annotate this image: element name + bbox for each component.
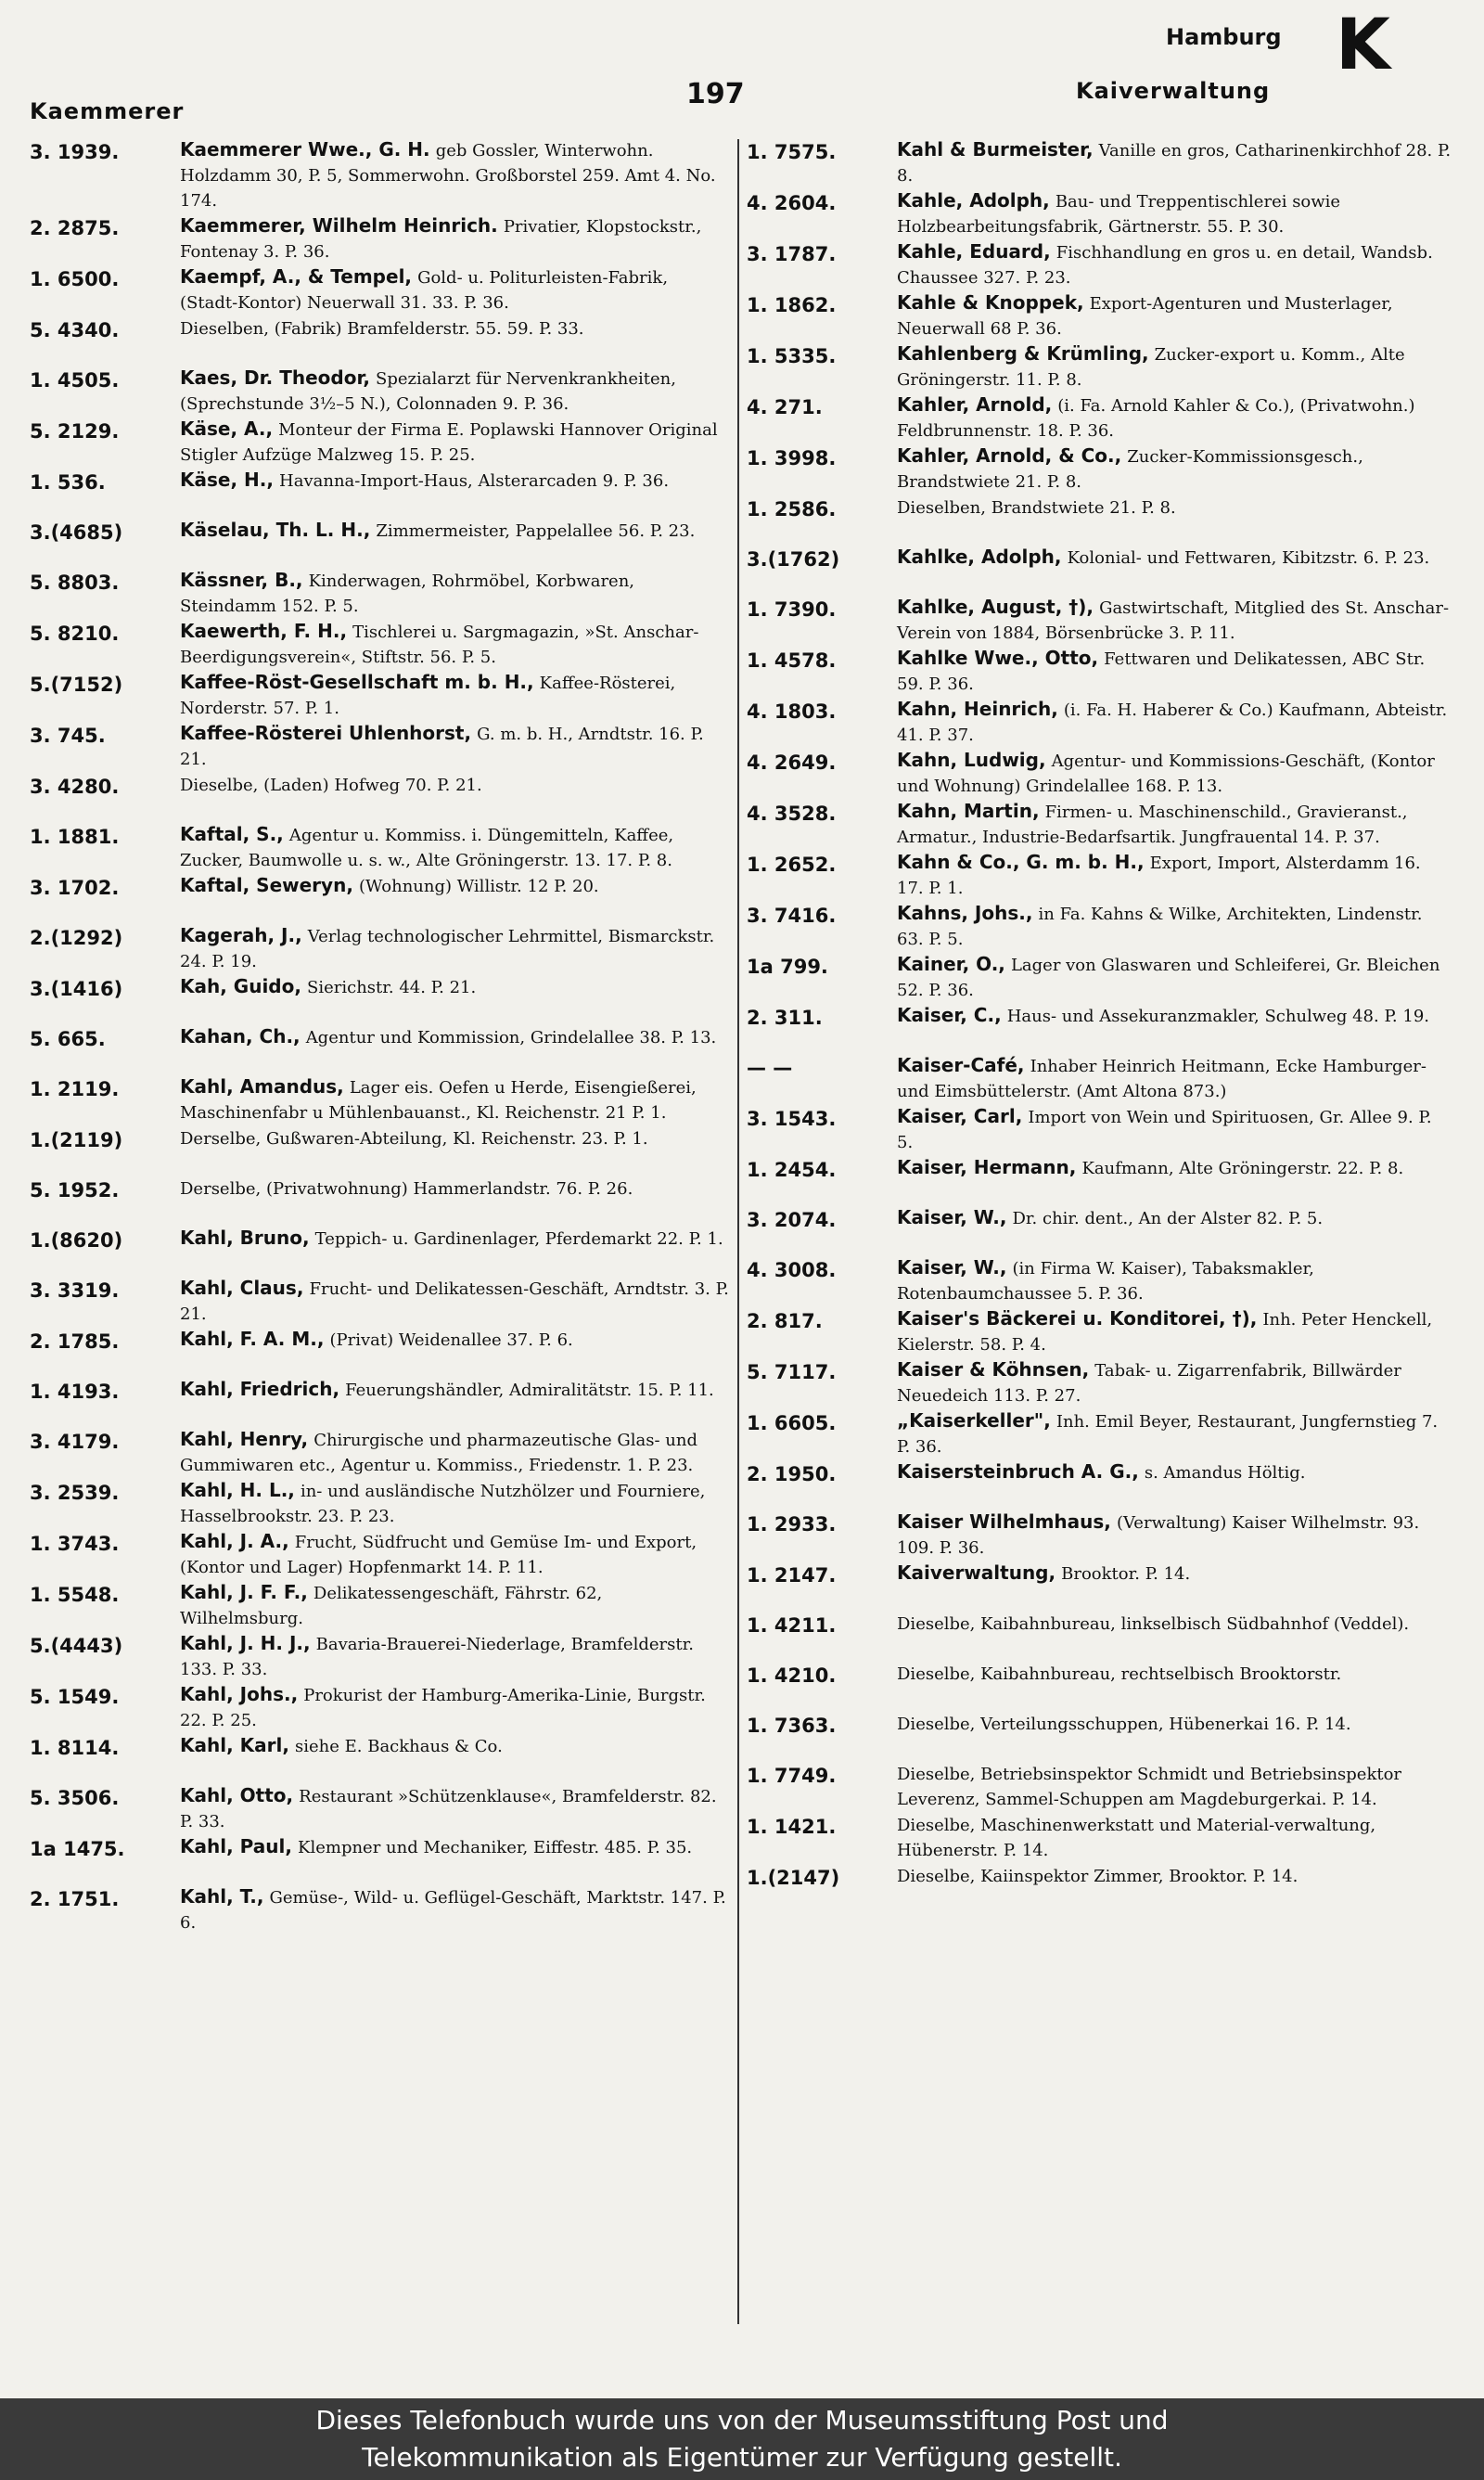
directory-entry [747,392,1452,443]
subscriber-name: Kahler, Arnold, & Co., [897,444,1122,467]
entry-description: Brooktor. P. 14. [1061,1564,1191,1584]
entry-description: Dieselbe, Kaibahnbureau, linkselbisch Südbahnhof (Veddel). [897,1614,1410,1634]
phone-number: 1.(2119) [30,1129,123,1151]
phone-number: 1. 1862. [747,294,837,316]
directory-entry [30,315,730,366]
entry-description: Chirurgische und pharmazeutische Glas- und Gummiwaren etc., Agentur u. Kommiss., Friedenstr. 1. P. 23. [180,1431,697,1475]
directory-entry [30,974,730,1024]
entry-description: (Wohnung) Willistr. 12 P. 20. [358,877,599,896]
entry-description: Vanille en gros, Catharinenkirchhof 28. P. 8. [897,141,1452,186]
phone-number: 1a 1475. [30,1838,125,1860]
directory-entry [30,1074,730,1125]
directory-entry [747,1812,1452,1863]
phone-number: 2. 1785. [30,1330,120,1353]
phone-number: 1. 7390. [747,598,837,621]
subscriber-name: Kahn, Ludwig, [897,749,1046,771]
directory-entry [30,1478,730,1529]
subscriber-name: Käselau, Th. L. H., [180,519,371,541]
directory-entry [30,518,730,568]
phone-number: 3. 2539. [30,1482,120,1504]
entry-description: Fettwaren und Delikatessen, ABC Str. 59. P. 36. [897,649,1426,694]
entry-description: Inh. Peter Henckell, Kielerstr. 58. P. 4. [897,1310,1433,1355]
subscriber-name: Kahlke, August, †), [897,596,1094,618]
subscriber-name: Kaempf, A., & Tempel, [180,265,413,288]
entry-description: Dieselbe, Verteilungsschuppen, Hübenerkai 16. P. 14. [897,1715,1351,1734]
footer-notice [0,2398,1484,2480]
directory-entry [30,568,730,619]
phone-number: 1. 2147. [747,1564,837,1587]
entry-description: Feuerungshändler, Admiralitätstr. 15. P. 11. [345,1381,714,1400]
subscriber-name: Kahl, Amandus, [180,1075,344,1098]
page-number: 197 [686,78,745,110]
entry-description: Inh. Emil Beyer, Restaurant, Jungfernstieg 7. P. 36. [897,1412,1439,1457]
directory-entry [30,822,730,873]
directory-entry [30,670,730,721]
entry-description: Gold- u. Politurleisten-Fabrik, (Stadt-Kontor) Neuerwall 31. 33. P. 36. [180,268,669,313]
entry-description: Haus- und Assekuranzmakler, Schulweg 48. P. 19. [1006,1007,1429,1026]
subscriber-name: Kahl, T., [180,1885,264,1908]
directory-entry [747,1661,1452,1711]
phone-number: 1. 2586. [747,498,837,520]
phone-number: 3.(1416) [30,978,123,1000]
directory-entry [747,1053,1452,1104]
entry-description: s. Amandus Höltig. [1144,1463,1306,1483]
subscriber-name: Kagerah, J., [180,924,302,946]
subscriber-name: Kahlke Wwe., Otto, [897,647,1099,669]
phone-number: 3. 4179. [30,1431,120,1453]
directory-entry [30,1682,730,1733]
subscriber-name: Kahl, Otto, [180,1784,294,1806]
subscriber-name: Kahn, Martin, [897,800,1040,822]
directory-entry [30,772,730,822]
entry-description: Verlag technologischer Lehrmittel, Bismarckstr. 24. P. 19. [180,927,715,971]
entry-description: Tabak- u. Zigarrenfabrik, Billwärder Neuedeich 113. P. 27. [897,1361,1401,1406]
header-range-end: Kaiverwaltung [1076,78,1271,104]
entry-description: Restaurant »Schützenklause«, Bramfelderstr. 82. P. 33. [180,1787,717,1831]
phone-number: 1.(8620) [30,1229,123,1252]
directory-entry [747,1863,1452,1913]
phone-number: 1. 8114. [30,1737,120,1759]
entry-description: (i. Fa. H. Haberer & Co.) Kaufmann, Abteistr. 41. P. 37. [897,700,1448,745]
phone-number: 3. 745. [30,725,106,747]
entry-description: Zimmermeister, Pappelallee 56. P. 23. [376,521,696,541]
subscriber-name: Kahl, J. F. F., [180,1581,308,1603]
directory-entry [747,443,1452,495]
subscriber-name: Kaffee-Röst-Gesellschaft m. b. H., [180,671,534,693]
subscriber-name: Kahl, J. H. J., [180,1632,311,1654]
phone-number: 5. 665. [30,1028,106,1050]
footer-line-2: Telekommunikation als Eigentümer zur Verfügung gestellt. [362,2442,1122,2473]
subscriber-name: Kaiser-Café, [897,1054,1025,1076]
phone-number: 5. 8803. [30,572,120,594]
entry-description: Fischhandlung en gros u. en detail, Wandsb. Chaussee 327. P. 23. [897,243,1433,288]
directory-entry [30,264,730,315]
entry-description: Dr. chir. dent., An der Alster 82. P. 5. [1012,1209,1324,1228]
phone-number: 1. 2119. [30,1078,120,1100]
entry-description: Frucht, Südfrucht und Gemüse Im- und Export, (Kontor und Lager) Hopfenmarkt 14. P. 11. [180,1533,697,1577]
entry-description: Inhaber Heinrich Heitmann, Ecke Hamburger- und Eimsbüttelerstr. (Amt Altona 873.) [897,1057,1426,1101]
subscriber-name: Kahl & Burmeister, [897,138,1094,161]
phone-number: 1. 2454. [747,1159,837,1181]
subscriber-name: Kahler, Arnold, [897,393,1053,416]
subscriber-name: Kahl, Friedrich, [180,1378,340,1400]
directory-entry [747,1003,1452,1053]
directory-entry [747,850,1452,901]
header-city: Hamburg [1166,24,1282,50]
phone-number: 3. 1702. [30,877,120,899]
directory-entry [747,1459,1452,1510]
entry-description: Havanna-Import-Haus, Alsterarcaden 9. P. 36. [279,471,670,491]
subscriber-name: Kahns, Johs., [897,902,1033,924]
entry-description: (i. Fa. Arnold Kahler & Co.), (Privatwohn.) Feldbrunnenstr. 18. P. 36. [897,396,1415,441]
phone-number: 5. 7117. [747,1361,837,1383]
entry-description: Bavaria-Brauerei-Niederlage, Bramfelderstr. 133. P. 33. [180,1635,694,1679]
subscriber-name: Kahl, Henry, [180,1428,309,1450]
phone-number: 5.(7152) [30,674,123,696]
subscriber-name: Kaemmerer, Wilhelm Heinrich. [180,214,498,237]
directory-entry [30,366,730,417]
phone-number: 3. 2074. [747,1209,837,1231]
header-section-letter: K [1336,3,1390,85]
directory-entry [747,290,1452,341]
directory-entry [747,1357,1452,1408]
phone-number: 4. 3008. [747,1259,837,1281]
subscriber-name: Kaiser Wilhelmhaus, [897,1510,1111,1533]
directory-entry [747,341,1452,392]
phone-number: 3. 1939. [30,141,120,163]
subscriber-name: Kahl, Bruno, [180,1227,310,1249]
subscriber-name: Kahlenberg & Krümling, [897,342,1149,365]
phone-number: 1. 4505. [30,369,120,392]
subscriber-name: Kaftal, S., [180,823,284,845]
directory-entry [30,1834,730,1884]
entry-description: Firmen- u. Maschinenschild., Gravieranst., Armatur., Industrie-Bedarfsartik. Jungfrauental 14. P. 37. [897,803,1408,847]
entry-description: Spezialarzt für Nervenkrankheiten, (Sprechstunde 3½–5 N.), Colonnaden 9. P. 36. [180,369,676,414]
entry-description: Derselbe, Gußwaren-Abteilung, Kl. Reichenstr. 23. P. 1. [180,1129,648,1149]
directory-entry [747,1104,1452,1155]
directory-entry [30,1783,730,1834]
phone-number: 1. 1421. [747,1816,837,1838]
entry-description: Dieselbe, Maschinenwerkstatt und Material-verwaltung, Hübenerstr. P. 14. [897,1816,1376,1860]
directory-entry [30,1733,730,1783]
directory-entry [30,1377,730,1427]
footer-line-1: Dieses Telefonbuch wurde uns von der Museumsstiftung Post und [315,2405,1169,2435]
phone-number: 2. 817. [747,1310,823,1332]
entry-description: (in Firma W. Kaiser), Tabaksmakler, Rotenbaumchaussee 5. P. 36. [897,1259,1314,1304]
entry-description: Teppich- u. Gardinenlager, Pferdemarkt 22. P. 1. [314,1229,723,1249]
subscriber-name: Käse, A., [180,418,274,440]
entry-description: Frucht- und Delikatessen-Geschäft, Arndtstr. 3. P. 21. [180,1279,729,1324]
entry-description: Lager eis. Oefen u Herde, Eisengießerei, Maschinenfabr u Mühlenbauanst., Kl. Reichenstr. 21 P. 1. [180,1078,697,1123]
entry-description: G. m. b. H., Arndtstr. 16. P. 21. [180,725,704,769]
phone-number: 2. 1751. [30,1888,120,1910]
entry-description: Kaffee-Rösterei, Norderstr. 57. P. 1. [180,674,676,718]
phone-number: 2. 1950. [747,1463,837,1485]
subscriber-name: Kahle, Eduard, [897,240,1051,263]
entry-description: Sierichstr. 44. P. 21. [307,978,477,997]
subscriber-name: Kässner, B., [180,569,303,591]
subscriber-name: Kaiser, C., [897,1004,1002,1026]
directory-entry [30,923,730,974]
phone-number: — — [747,1057,793,1079]
directory-entry [747,239,1452,290]
entry-description: Kaufmann, Alte Gröningerstr. 22. P. 8. [1081,1159,1404,1178]
directory-entry [30,1276,730,1327]
directory-entry [747,1761,1452,1812]
subscriber-name: „Kaiserkeller", [897,1409,1051,1432]
phone-number: 1. 1881. [30,826,120,848]
phone-number: 5. 1549. [30,1686,120,1708]
directory-entry [747,595,1452,646]
phone-number: 1. 4211. [747,1614,837,1637]
entry-description: geb Gossler, Winterwohn. Holzdamm 30, P. 5, Sommerwohn. Großborstel 259. Amt 4. No. 174. [180,141,716,211]
phone-number: 1. 7363. [747,1715,837,1737]
directory-entry [747,1711,1452,1761]
subscriber-name: Kaftal, Seweryn, [180,874,353,896]
entry-description: Monteur der Firma E. Poplawski Hannover Original Stigler Aufzüge Malzweg 15. P. 25. [180,420,718,465]
phone-number: 2.(1292) [30,927,123,949]
subscriber-name: Kaewerth, F. H., [180,620,348,642]
subscriber-name: Kahl, Paul, [180,1835,292,1857]
phone-number: 3. 3319. [30,1279,120,1302]
phone-number: 4. 2649. [747,752,837,774]
phone-number: 1. 7575. [747,141,837,163]
phone-number: 1. 536. [30,471,106,494]
directory-entry [747,1155,1452,1205]
subscriber-name: Kaiser, Hermann, [897,1156,1077,1178]
directory-entry [747,748,1452,799]
directory-entry [30,1580,730,1631]
directory-entry [747,1611,1452,1661]
directory-entry [30,137,730,213]
entry-description: Import von Wein und Spirituosen, Gr. Allee 9. P. 5. [897,1108,1432,1152]
phone-number: 1. 3998. [747,447,837,469]
phone-number: 1. 7749. [747,1765,837,1787]
left-column [30,137,730,2324]
directory-entry [747,1510,1452,1561]
entry-description: Kolonial- und Fettwaren, Kibitzstr. 6. P. 23. [1067,548,1430,568]
subscriber-name: Kaiser, Carl, [897,1105,1023,1127]
entry-description: Zucker-Kommissionsgesch., Brandstwiete 21. P. 8. [897,447,1363,492]
entry-description: Lager von Glaswaren und Schleiferei, Gr. Bleichen 52. P. 36. [897,956,1440,1000]
entry-description: Derselbe, (Privatwohnung) Hammerlandstr. 76. P. 26. [180,1179,633,1199]
entry-description: Tischlerei u. Sargmagazin, »St. Anschar-Beerdigungsverein«, Stiftstr. 56. P. 5. [180,623,699,667]
directory-entry [30,1176,730,1226]
entry-description: (Verwaltung) Kaiser Wilhelmstr. 93. 109. P. 36. [897,1513,1420,1558]
subscriber-name: Kahle & Knoppek, [897,291,1084,314]
subscriber-name: Kaiser's Bäckerei u. Konditorei, †), [897,1307,1258,1330]
directory-entry [747,1205,1452,1255]
directory-entry [747,1408,1452,1459]
subscriber-name: Kahl, Karl, [180,1734,289,1756]
entry-description: Zucker-export u. Komm., Alte Gröningerstr. 11. P. 8. [897,345,1405,390]
directory-entry [747,495,1452,545]
directory-entry [30,1226,730,1276]
entry-description: Privatier, Klopstockstr., Fontenay 3. P. 36. [180,217,702,262]
entry-description: Gastwirtschaft, Mitglied des St. Anschar-Verein von 1884, Börsenbrücke 3. P. 11. [897,598,1450,643]
phone-number: 1. 3743. [30,1533,120,1555]
directory-entry [747,697,1452,748]
entry-description: Gemüse-, Wild- u. Geflügel-Geschäft, Marktstr. 147. P. 6. [180,1888,726,1933]
subscriber-name: Kahl, H. L., [180,1479,295,1501]
subscriber-name: Kahan, Ch., [180,1025,301,1047]
subscriber-name: Kaiverwaltung, [897,1561,1056,1584]
subscriber-name: Kaffee-Rösterei Uhlenhorst, [180,722,472,744]
subscriber-name: Kainer, O., [897,953,1005,975]
phone-number: 5. 8210. [30,623,120,645]
entry-description: Dieselben, Brandstwiete 21. P. 8. [897,498,1176,518]
directory-entry [30,1024,730,1074]
entry-description: Delikatessengeschäft, Fährstr. 62, Wilhelmsburg. [180,1584,603,1628]
phone-number: 1. 2652. [747,854,837,876]
phone-number: 3.(4685) [30,521,123,544]
directory-entry [747,1255,1452,1306]
directory-entry [747,901,1452,952]
directory-entry [747,646,1452,697]
phone-number: 5. 3506. [30,1787,120,1809]
entry-description: Dieselbe, (Laden) Hofweg 70. P. 21. [180,776,482,795]
directory-entry [30,468,730,518]
entry-description: siehe E. Backhaus & Co. [295,1737,503,1756]
entry-description: Klempner und Mechaniker, Eiffestr. 485. P. 35. [298,1838,693,1857]
entry-description: Export, Import, Alsterdamm 16. 17. P. 1. [897,854,1421,898]
phone-number: 1a 799. [747,956,828,978]
phone-number: 5. 1952. [30,1179,120,1201]
phone-number: 4. 271. [747,396,823,418]
phone-number: 2. 2875. [30,217,120,239]
entry-description: Bau- und Treppentischlerei sowie Holzbearbeitungsfabrik, Gärtnerstr. 55. P. 30. [897,192,1341,237]
phone-number: 3.(1762) [747,548,840,571]
subscriber-name: Kaiser & Köhnsen, [897,1358,1090,1381]
directory-entry [747,799,1452,850]
entry-description: Kinderwagen, Rohrmöbel, Korbwaren, Steindamm 152. P. 5. [180,572,635,616]
subscriber-name: Kah, Guido, [180,975,301,997]
phone-number: 1. 4193. [30,1381,120,1403]
subscriber-name: Kaemmerer Wwe., G. H. [180,138,430,161]
phone-number: 1. 4210. [747,1664,837,1687]
subscriber-name: Kahlke, Adolph, [897,546,1062,568]
entry-description: Agentur und Kommission, Grindelallee 38. P. 13. [305,1028,717,1047]
right-column [747,137,1452,2324]
phone-number: 4. 2604. [747,192,837,214]
entry-description: Agentur u. Kommiss. i. Düngemitteln, Kaffee, Zucker, Baumwolle u. s. w., Alte Gröningerstr. 13. 17. P. 8. [180,826,674,870]
subscriber-name: Kaes, Dr. Theodor, [180,366,370,389]
subscriber-name: Kahl, J. A., [180,1530,289,1552]
phone-number: 1. 6605. [747,1412,837,1434]
column-divider [737,139,739,2324]
phone-number: 2. 311. [747,1007,823,1029]
phone-number: 1. 6500. [30,268,120,290]
directory-entry [30,721,730,772]
directory-entry [747,188,1452,239]
phone-number: 4. 1803. [747,700,837,723]
directory-entry [30,213,730,264]
phone-number: 1. 4578. [747,649,837,672]
subscriber-name: Kaisersteinbruch A. G., [897,1460,1139,1483]
directory-entry [30,1631,730,1682]
subscriber-name: Kahn & Co., G. m. b. H., [897,851,1145,873]
directory-entry [30,417,730,468]
entry-description: Dieselbe, Betriebsinspektor Schmidt und Betriebsinspektor Leverenz, Sammel-Schuppen am Magdeburgerkai. P. 14. [897,1765,1402,1809]
phone-number: 3. 1787. [747,243,837,265]
phone-number: 1. 2933. [747,1513,837,1536]
directory-entry [30,873,730,923]
phone-number: 3. 4280. [30,776,120,798]
phone-number: 5. 2129. [30,420,120,443]
directory-entry [30,1529,730,1580]
phone-number: 1. 5335. [747,345,837,367]
entry-description: Dieselbe, Kaiinspektor Zimmer, Brooktor. P. 14. [897,1867,1298,1886]
directory-entry [30,1884,730,1935]
subscriber-name: Kaiser, W., [897,1206,1007,1228]
subscriber-name: Käse, H., [180,469,274,491]
directory-entry [747,545,1452,595]
subscriber-name: Kahl, Johs., [180,1683,299,1705]
directory-entry [30,1327,730,1377]
entry-description: in- und ausländische Nutzhölzer und Fourniere, Hasselbrookstr. 23. P. 23. [180,1482,706,1526]
entry-description: Dieselben, (Fabrik) Bramfelderstr. 55. 59. P. 33. [180,319,584,339]
phone-number: 3. 7416. [747,905,837,927]
subscriber-name: Kahl, Claus, [180,1277,304,1299]
entry-description: Export-Agenturen und Musterlager, Neuerwall 68 P. 36. [897,294,1393,339]
entry-description: Dieselbe, Kaibahnbureau, rechtselbisch Brooktorstr. [897,1664,1342,1684]
directory-entry [30,619,730,670]
phone-number: 5. 4340. [30,319,120,341]
directory-entry [30,1125,730,1176]
entry-description: in Fa. Kahns & Wilke, Architekten, Lindenstr. 63. P. 5. [897,905,1423,949]
header-left-keyword: Kaemmerer [30,98,185,124]
directory-entry [747,952,1452,1003]
subscriber-name: Kahn, Heinrich, [897,698,1058,720]
subscriber-name: Kahle, Adolph, [897,189,1050,212]
directory-entry [30,1427,730,1478]
entry-description: Agentur- und Kommissions-Geschäft, (Kontor und Wohnung) Grindelallee 168. P. 13. [897,752,1435,796]
entry-description: (Privat) Weidenallee 37. P. 6. [329,1330,573,1350]
subscriber-name: Kaiser, W., [897,1256,1007,1279]
directory-entry [747,1306,1452,1357]
phone-number: 5.(4443) [30,1635,123,1657]
phone-number: 3. 1543. [747,1108,837,1130]
entry-description: Prokurist der Hamburg-Amerika-Linie, Burgstr. 22. P. 25. [180,1686,706,1730]
phone-number: 1. 5548. [30,1584,120,1606]
directory-entry [747,1561,1452,1611]
subscriber-name: Kahl, F. A. M., [180,1328,325,1350]
directory-entry [747,137,1452,188]
phone-number: 1.(2147) [747,1867,840,1889]
phone-number: 4. 3528. [747,803,837,825]
